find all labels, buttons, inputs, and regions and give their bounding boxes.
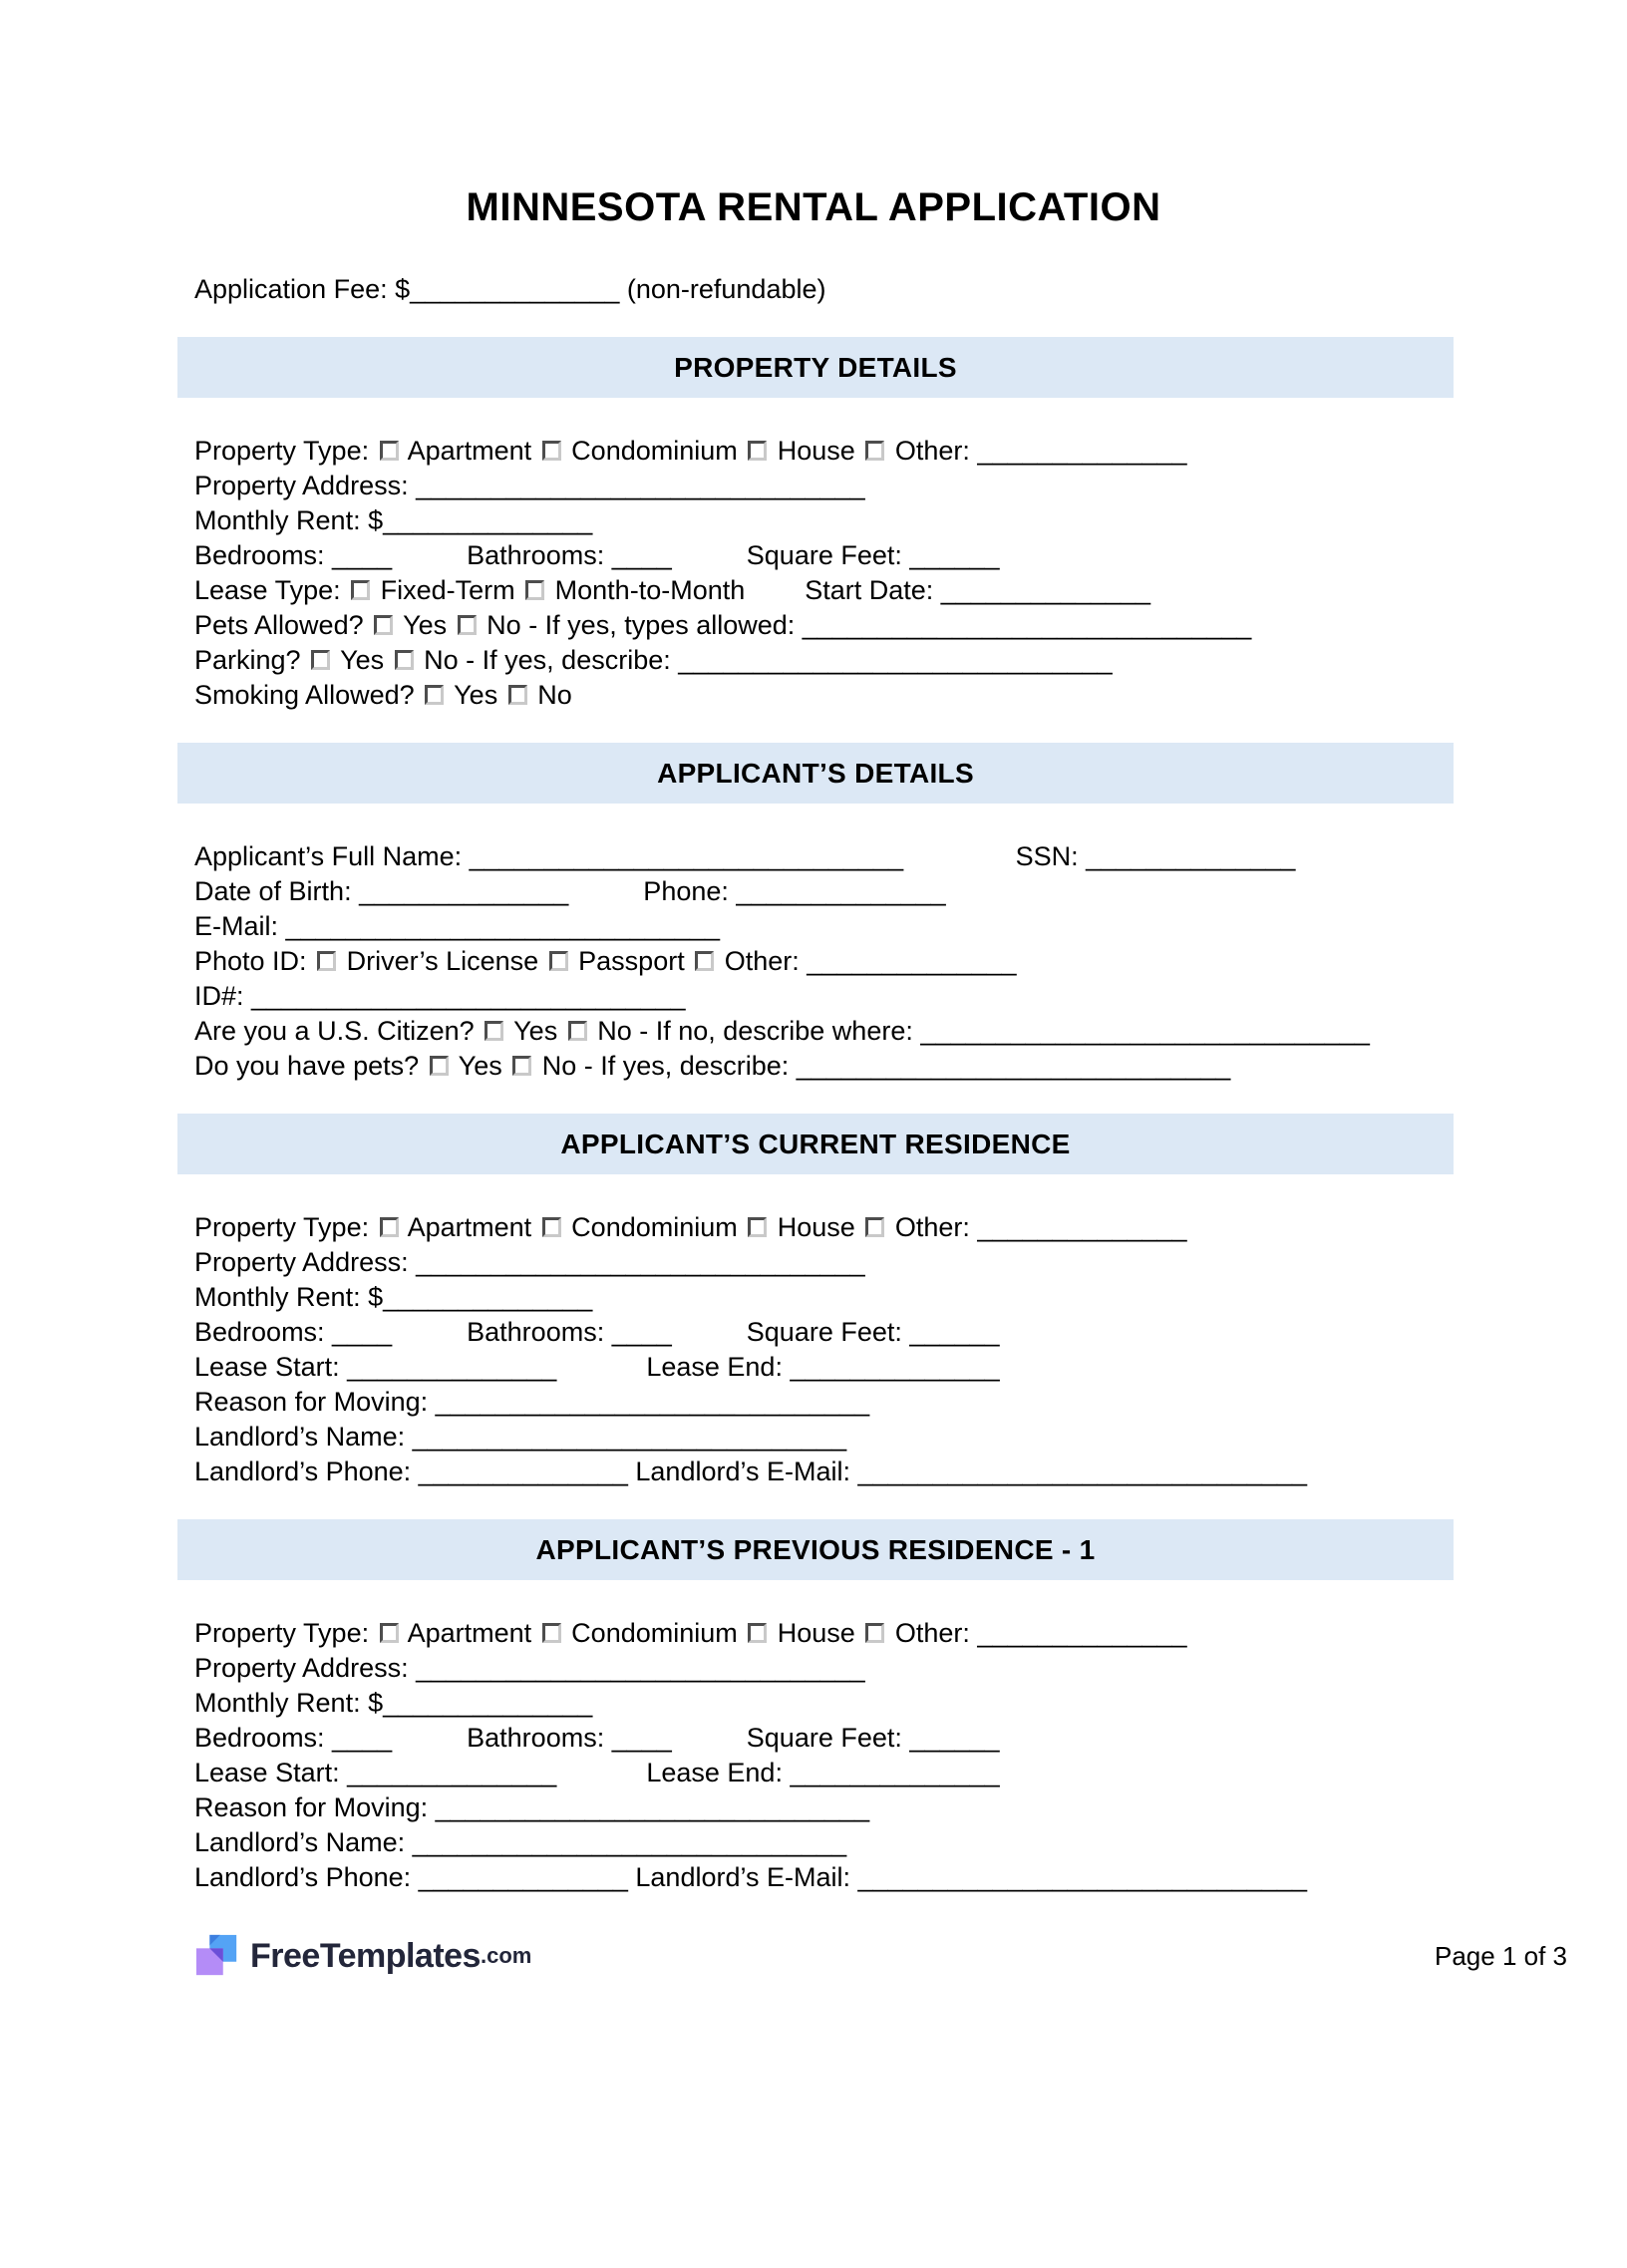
checkbox[interactable] <box>525 580 544 600</box>
checkbox[interactable] <box>508 685 527 705</box>
checkbox[interactable] <box>485 1021 503 1041</box>
checkbox[interactable] <box>542 1623 561 1643</box>
line-text: Yes <box>447 680 505 710</box>
form-line <box>194 979 1627 1014</box>
checkbox[interactable] <box>380 441 399 461</box>
form-line <box>194 1686 1627 1721</box>
checkbox[interactable] <box>549 951 568 971</box>
form-line <box>194 608 1627 643</box>
freetemplates-logo-icon <box>194 1933 240 1979</box>
line-text: Condominium <box>563 1212 746 1242</box>
line-text: Condominium <box>563 1618 746 1648</box>
checkbox[interactable] <box>542 1217 561 1237</box>
line-text: Yes <box>396 610 455 640</box>
line-text: Property Address: ______________________________ <box>194 1653 865 1683</box>
line-text: Date of Birth: ______________ Phone: ______________ <box>194 876 946 906</box>
line-text: Bedrooms: ____ Bathrooms: ____ Square Feet: ______ <box>194 1723 1000 1753</box>
checkbox[interactable] <box>748 441 767 461</box>
line-text: Other: ______________ <box>717 946 1017 976</box>
form-line <box>194 1455 1627 1489</box>
checkbox[interactable] <box>865 441 884 461</box>
checkbox[interactable] <box>311 650 330 670</box>
line-text: No - If yes, describe: _____________________________ <box>416 645 1113 675</box>
line-text: Monthly Rent: $______________ <box>194 1282 593 1312</box>
form-line <box>194 1756 1627 1790</box>
checkbox[interactable] <box>695 951 714 971</box>
checkbox[interactable] <box>425 685 444 705</box>
footer <box>194 1933 1567 1979</box>
form-line <box>194 503 1627 538</box>
section-lines <box>194 1210 1627 1489</box>
form-line <box>194 1420 1627 1455</box>
line-text: Monthly Rent: $______________ <box>194 1688 593 1718</box>
form-line <box>194 1315 1627 1350</box>
line-text: Other: ______________ <box>887 1212 1187 1242</box>
line-text: Yes <box>333 645 392 675</box>
line-text: No - If yes, describe: _____________________________ <box>534 1051 1231 1081</box>
line-text: House <box>770 1212 863 1242</box>
line-text: Property Type: <box>194 1618 377 1648</box>
checkbox[interactable] <box>512 1056 531 1076</box>
form-line <box>194 1245 1627 1280</box>
line-text: E-Mail: _____________________________ <box>194 911 720 941</box>
checkbox[interactable] <box>374 615 393 635</box>
line-text: Property Type: <box>194 1212 377 1242</box>
line-text: Property Address: ______________________________ <box>194 471 865 500</box>
line-text: No - If no, describe where: ______________________________ <box>589 1016 1370 1046</box>
form-line <box>194 1790 1627 1825</box>
checkbox[interactable] <box>568 1021 587 1041</box>
checkbox[interactable] <box>380 1217 399 1237</box>
section-lines <box>194 1616 1627 1895</box>
line-text: Bedrooms: ____ Bathrooms: ____ Square Feet: ______ <box>194 1317 1000 1347</box>
form-line <box>194 1825 1627 1860</box>
line-text: No - If yes, types allowed: ______________________________ <box>479 610 1252 640</box>
line-text: Other: ______________ <box>887 1618 1187 1648</box>
form-line <box>194 1385 1627 1420</box>
line-text: Parking? <box>194 645 309 675</box>
form-line <box>194 874 1627 909</box>
form-line <box>194 469 1627 503</box>
section-header-band <box>177 337 1454 398</box>
section-header: APPLICANT’S PREVIOUS RESIDENCE - 1 <box>535 1533 1096 1565</box>
line-text: Fixed-Term <box>373 575 523 605</box>
section-header: APPLICANT’S DETAILS <box>657 757 974 789</box>
line-text: Are you a U.S. Citizen? <box>194 1016 483 1046</box>
checkbox[interactable] <box>748 1623 767 1643</box>
checkbox[interactable] <box>865 1623 884 1643</box>
checkbox[interactable] <box>865 1217 884 1237</box>
line-text: Apartment <box>401 1618 539 1648</box>
form-line <box>194 678 1627 713</box>
line-text: House <box>770 1618 863 1648</box>
line-text: Condominium <box>563 436 746 466</box>
line-text: Yes <box>451 1051 510 1081</box>
form-line <box>194 434 1627 469</box>
line-text: Lease Start: ______________ Lease End: ______________ <box>194 1352 1000 1382</box>
line-text: Photo ID: <box>194 946 315 976</box>
form-line <box>194 1014 1627 1049</box>
line-text: Landlord’s Name: _____________________________ <box>194 1827 847 1857</box>
section-lines <box>194 434 1627 713</box>
form-line <box>194 1721 1627 1756</box>
line-text: Lease Type: <box>194 575 349 605</box>
checkbox[interactable] <box>317 951 336 971</box>
line-text: Lease Start: ______________ Lease End: ______________ <box>194 1758 1000 1787</box>
line-text: Apartment <box>401 1212 539 1242</box>
section-lines <box>194 839 1627 1084</box>
line-text: Pets Allowed? <box>194 610 372 640</box>
line-text: Smoking Allowed? <box>194 680 423 710</box>
line-text: Landlord’s Phone: ______________ Landlord’s E-Mail: ______________________________ <box>194 1457 1307 1486</box>
line-text: Yes <box>506 1016 565 1046</box>
form-line <box>194 1049 1627 1084</box>
line-text: Monthly Rent: $______________ <box>194 505 593 535</box>
checkbox[interactable] <box>430 1056 449 1076</box>
line-text: Apartment <box>401 436 539 466</box>
checkbox[interactable] <box>380 1623 399 1643</box>
checkbox[interactable] <box>395 650 414 670</box>
checkbox[interactable] <box>351 580 370 600</box>
checkbox[interactable] <box>748 1217 767 1237</box>
line-text: No <box>529 680 572 710</box>
section-header: APPLICANT’S CURRENT RESIDENCE <box>560 1128 1071 1159</box>
line-text: Landlord’s Phone: ______________ Landlord’s E-Mail: ______________________________ <box>194 1862 1307 1892</box>
line-text: ID#: _____________________________ <box>194 981 686 1011</box>
line-text: Driver’s License <box>339 946 546 976</box>
line-text: Do you have pets? <box>194 1051 427 1081</box>
form-line <box>194 538 1627 573</box>
checkbox[interactable] <box>458 615 477 635</box>
form-line <box>194 643 1627 678</box>
section-header-band <box>177 1519 1454 1580</box>
form-line <box>194 1280 1627 1315</box>
line-text: Passport <box>570 946 693 976</box>
form-line <box>194 909 1627 944</box>
form-line <box>194 944 1627 979</box>
section-header: PROPERTY DETAILS <box>674 351 957 383</box>
line-text: Property Address: ______________________________ <box>194 1247 865 1277</box>
brand-name[interactable]: FreeTemplates <box>250 1936 481 1975</box>
line-text: Property Type: <box>194 436 377 466</box>
line-text: Other: ______________ <box>887 436 1187 466</box>
line-text: Reason for Moving: _____________________________ <box>194 1792 870 1822</box>
form-line <box>194 1860 1627 1895</box>
application-fee-line: Application Fee: $______________ (non-refundable) <box>194 274 826 304</box>
section-header-band <box>177 1114 1454 1174</box>
line-text: Landlord’s Name: _____________________________ <box>194 1422 847 1452</box>
form-line <box>194 1210 1627 1245</box>
form-line <box>194 1651 1627 1686</box>
line-text: Month-to-Month Start Date: ______________ <box>547 575 1151 605</box>
line-text: House <box>770 436 863 466</box>
section-header-band <box>177 743 1454 804</box>
brand-suffix[interactable]: .com <box>480 1943 532 1968</box>
form-line <box>194 839 1627 874</box>
page-indicator: Page 1 of 3 <box>1435 1940 1567 1971</box>
form-sections <box>0 337 1627 1895</box>
line-text: Reason for Moving: _____________________________ <box>194 1387 870 1417</box>
checkbox[interactable] <box>542 441 561 461</box>
page-title: MINNESOTA RENTAL APPLICATION <box>466 185 1161 229</box>
line-text: Bedrooms: ____ Bathrooms: ____ Square Feet: ______ <box>194 540 1000 570</box>
form-line <box>194 1350 1627 1385</box>
line-text: Applicant’s Full Name: _____________________________ SSN: ______________ <box>194 841 1296 871</box>
form-line <box>194 1616 1627 1651</box>
form-line <box>194 573 1627 608</box>
